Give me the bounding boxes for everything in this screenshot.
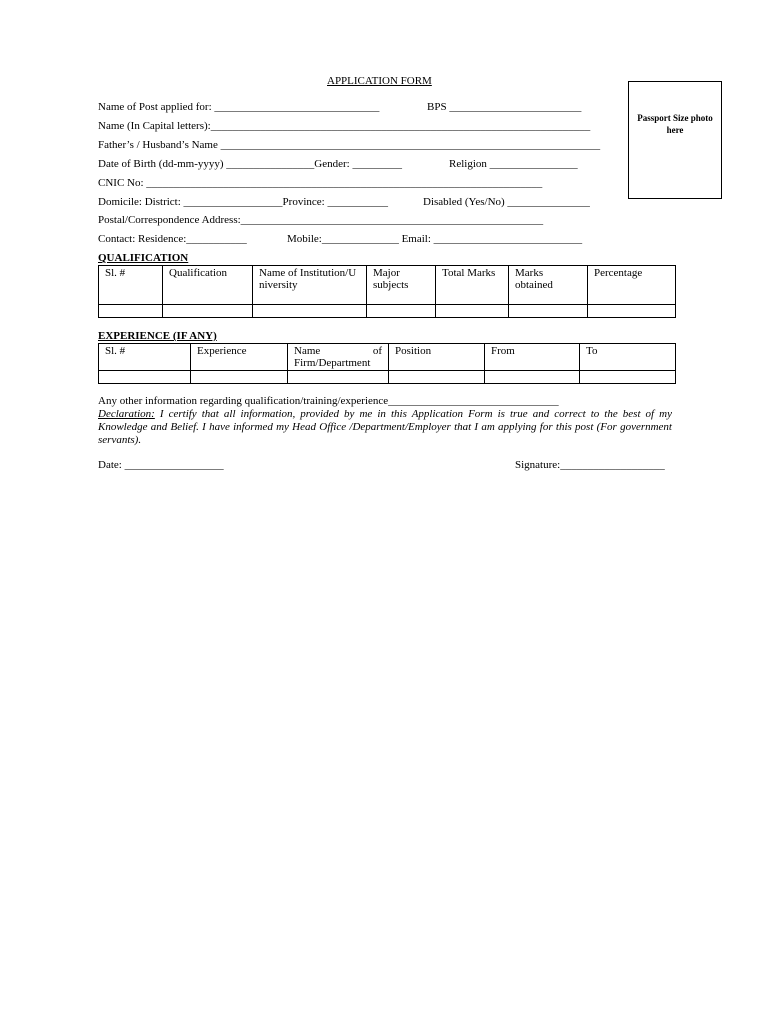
father-husband-field[interactable]: Father’s / Husband’s Name _____________________________________________________________________ [98, 139, 601, 151]
exp-col-position: Position [389, 344, 485, 371]
experience-header-row [99, 344, 676, 371]
experience-table [98, 343, 676, 384]
qualification-table [98, 265, 676, 318]
declaration-label: Declaration: [98, 408, 155, 420]
qualification-header-row [99, 266, 676, 305]
table-cell[interactable] [588, 305, 676, 318]
exp-col-experience: Experience [191, 344, 288, 371]
exp-col-to: To [580, 344, 676, 371]
table-cell[interactable] [436, 305, 509, 318]
qual-col-sl: Sl. # [99, 266, 163, 305]
qual-col-total: Total Marks [436, 266, 509, 305]
exp-col-firm: Name of Firm/Department [288, 344, 389, 371]
table-cell[interactable] [509, 305, 588, 318]
table-cell[interactable] [163, 305, 253, 318]
name-capitals-field[interactable]: Name (In Capital letters):_____________________________________________________________________ [98, 120, 591, 132]
table-cell[interactable] [485, 371, 580, 384]
table-cell[interactable] [253, 305, 367, 318]
form-title: APPLICATION FORM [327, 75, 432, 87]
post-field[interactable]: Name of Post applied for: ______________________________ [98, 101, 380, 113]
table-cell[interactable] [580, 371, 676, 384]
table-cell[interactable] [389, 371, 485, 384]
table-cell[interactable] [288, 371, 389, 384]
table-cell[interactable] [367, 305, 436, 318]
qual-col-institution: Name of Institution/University [253, 266, 367, 305]
table-cell[interactable] [99, 305, 163, 318]
qual-col-qualification: Qualification [163, 266, 253, 305]
passport-photo-box [628, 81, 722, 199]
experience-heading: EXPERIENCE (IF ANY) [98, 330, 217, 342]
dob-gender-field[interactable]: Date of Birth (dd-mm-yyyy) ________________Gender: _________ [98, 158, 402, 170]
exp-col-sl: Sl. # [99, 344, 191, 371]
residence-field[interactable]: Contact: Residence:___________ [98, 233, 247, 245]
table-cell[interactable] [99, 371, 191, 384]
declaration [98, 408, 672, 447]
table-row [99, 305, 676, 318]
qual-col-obtained: Marks obtained [509, 266, 588, 305]
other-info-field[interactable]: Any other information regarding qualification/training/experience_______________________________ [98, 395, 559, 407]
table-cell[interactable] [191, 371, 288, 384]
signature-field[interactable]: Signature:___________________ [515, 459, 665, 471]
declaration-text: I certify that all information, provided by me in this Application Form is true and correct to the best of my Knowledge and Belief. I have informed my Head Office /Department/Employer that I am applying for this post (For government servants). [98, 408, 672, 446]
domicile-field[interactable]: Domicile: District: __________________Province: ___________ [98, 196, 388, 208]
religion-field[interactable]: Religion ________________ [449, 158, 578, 170]
cnic-field[interactable]: CNIC No: ________________________________________________________________________ [98, 177, 543, 189]
photo-label: Passport Size photo here [637, 113, 713, 135]
bps-field[interactable]: BPS ________________________ [427, 101, 582, 113]
mobile-email-field[interactable]: Mobile:______________ Email: ___________________________ [287, 233, 583, 245]
exp-col-from: From [485, 344, 580, 371]
qual-col-percentage: Percentage [588, 266, 676, 305]
address-field[interactable]: Postal/Correspondence Address:_______________________________________________________ [98, 214, 544, 226]
disabled-field[interactable]: Disabled (Yes/No) _______________ [423, 196, 590, 208]
qualification-heading: QUALIFICATION [98, 252, 189, 264]
date-field[interactable]: Date: __________________ [98, 459, 224, 471]
table-row [99, 371, 676, 384]
qual-col-major: Major subjects [367, 266, 436, 305]
